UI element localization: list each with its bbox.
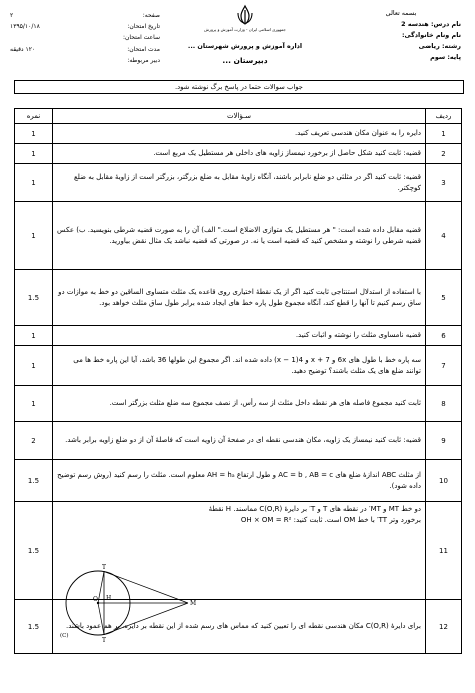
page-value: ۲ xyxy=(10,12,14,19)
row-index: 5 xyxy=(426,270,462,326)
row-score: 1 xyxy=(15,386,53,422)
header-right xyxy=(311,8,461,63)
row-question: قضیه: ثابت کنید اگر در مثلثی دو ضلع نابرابر باشند، آنگاه زاویهٔ مقابل به ضلع بزرگتر، بزرگتر است از زاویهٔ مقابل به ضلع کوچکتر. xyxy=(53,164,426,202)
row-score: 1 xyxy=(15,144,53,164)
name-label: نام ونام خانوادگی: xyxy=(401,31,461,39)
label-t-top: T xyxy=(102,564,107,571)
row-score: 1.5 xyxy=(15,460,53,502)
row-index: 7 xyxy=(426,346,462,386)
row-question: ثابت کنید مجموع فاصله های هر نقطه داخل مثلث از سه رأس، از نصف مجموع سه ضلع مثلث بزرگتر است. xyxy=(53,386,426,422)
row-question: قضیه: ثابت کنید شکل حاصل از برخورد نیمساز زاویه های داخلی هر مستطیل یک مربع است. xyxy=(53,144,426,164)
table-row xyxy=(15,124,462,144)
date-value: ۱۳۹۵/۱۰/۱۸ xyxy=(10,23,40,31)
row-index: 12 xyxy=(426,600,462,654)
table-row xyxy=(15,386,462,422)
row-question: با استفاده از استدلال استنتاجی ثابت کنید اگر از یک نقطهٔ اختیاری روی قاعده یک مثلث متساوی الساقین دو خط به موازات دو ساق رسم کنیم تا آنها را قطع کند، آنگاه مجموع طول پاره خط های ایجاد شده برابر طول ساق مثلث خواهد بود. xyxy=(53,270,426,326)
time-label: ساعت امتحان: xyxy=(122,34,160,42)
row-question: برای دایرهٔ C(O,R) مکان هندسی نقطه ای را تعیین کنید که مماس های رسم شده از این نقطه بر دایره، بر هم عمود باشند. xyxy=(53,600,426,654)
label-t-bottom: T xyxy=(102,637,107,643)
row-score: 1 xyxy=(15,124,53,144)
row-index: 6 xyxy=(426,326,462,346)
school-name: دبیرستان ... xyxy=(222,56,268,65)
col-index-header: ردیف xyxy=(426,109,462,124)
row-index: 3 xyxy=(426,164,462,202)
instruction-banner: جواب سوالات حتما در پاسخ برگ نوشته شود. xyxy=(14,80,464,94)
table-row xyxy=(15,460,462,502)
col-question-header: سـؤالات xyxy=(53,109,426,124)
label-o: O xyxy=(93,596,98,603)
table-row xyxy=(15,346,462,386)
label-m: M xyxy=(190,600,197,607)
row-index: 9 xyxy=(426,422,462,460)
radius-ot-prime xyxy=(98,603,104,635)
time-value xyxy=(10,32,65,43)
row-score: 1 xyxy=(15,326,53,346)
teacher-value xyxy=(10,55,65,66)
row-score: 1 xyxy=(15,164,53,202)
label-c: (C) xyxy=(60,633,69,639)
row-score: 2 xyxy=(15,422,53,460)
row-question: دو خط MT و MT′ در نقطه های T و T′ بر دایرهٔ C(O,R) مماسند. H نقطهٔ برخورد وتر TT′ با خط OM است. ثابت کنید: OH × OM = R² xyxy=(208,505,421,524)
row-index: 10 xyxy=(426,460,462,502)
table-row xyxy=(15,270,462,326)
emblem-caption: جمهوری اسلامی ایران - وزارت آموزش و پرورش xyxy=(204,27,286,32)
label-h: H xyxy=(106,595,112,602)
row-score: 1.5 xyxy=(15,600,53,654)
page-label: صفحه: xyxy=(142,12,160,19)
row-question: دایره را به عنوان مکان هندسی تعریف کنید. xyxy=(53,124,426,144)
table-row xyxy=(15,422,462,460)
row-question: قضیه نامساوی مثلث را نوشته و اثبات کنید. xyxy=(53,326,426,346)
row-score: 1 xyxy=(15,346,53,386)
duration-label: مدت امتحان: xyxy=(127,45,160,53)
table-row xyxy=(15,144,462,164)
org-name: اداره آموزش و پرورش شهرستان ... xyxy=(187,42,303,50)
iran-emblem-icon xyxy=(234,4,256,26)
table-row xyxy=(15,326,462,346)
row-question: سه پاره خط با طول های 6x و x + 7 و 4(x − 1) داده شده اند. اگر مجموع این طولها 36 باشد، آیا این پاره خط ها می توانند ضلع های یک مثلث باشند؟ توضیح دهید. xyxy=(53,346,426,386)
row-score: 1.5 xyxy=(15,270,53,326)
header-left xyxy=(10,10,160,66)
basmala: بسمه تعالی xyxy=(385,9,417,17)
tangent-circle-figure xyxy=(58,563,208,643)
radius-ot xyxy=(98,572,104,604)
tangent-mt xyxy=(104,572,188,604)
row-index: 4 xyxy=(426,202,462,270)
row-question: از مثلث ABC اندازهٔ ضلع های AC = b , AB = c و طول ارتفاع AH = hₐ معلوم است. مثلث را رسم کنید (روش رسم توضیح داده شود). xyxy=(53,460,426,502)
row-score: 1.5 xyxy=(15,502,53,600)
header-center xyxy=(170,4,320,65)
subject-label: نام درس: هندسه 2 xyxy=(401,20,461,28)
row-question: قضیه مقابل داده شده است: " هر مستطیل یک متوازی الاضلاع است." الف) آن را به صورت قضیه شرطی بنویسید. ب) عکس قضیه شرطی را نوشته و مشخص کنید که قضیه است یا نه. در صورتی که قضیه نباشد یک مثال نقض بیاورید. xyxy=(53,202,426,270)
grade-label: پایه: سوم xyxy=(430,53,461,61)
tangent-mt-prime xyxy=(104,603,188,635)
row-score: 1 xyxy=(15,202,53,270)
row-index: 8 xyxy=(426,386,462,422)
duration-value: ۱۲۰ دقیقه xyxy=(10,45,36,53)
row-index: 11 xyxy=(426,502,462,600)
col-score-header: نمره xyxy=(15,109,53,124)
teacher-label: دبیر مربوطه: xyxy=(127,56,160,64)
date-label: تاریخ امتحان: xyxy=(127,23,160,31)
field-label: رشته: ریاضی xyxy=(418,42,461,50)
row-index: 1 xyxy=(426,124,462,144)
row-question: قضیه: ثابت کنید نیمساز یک زاویه، مکان هندسی نقطه ای در صفحهٔ آن زاویه است که فاصلهٔ آن از دو ضلع زاویه برابر باشد. xyxy=(53,422,426,460)
table-row xyxy=(15,202,462,270)
row-index: 2 xyxy=(426,144,462,164)
table-row xyxy=(15,164,462,202)
